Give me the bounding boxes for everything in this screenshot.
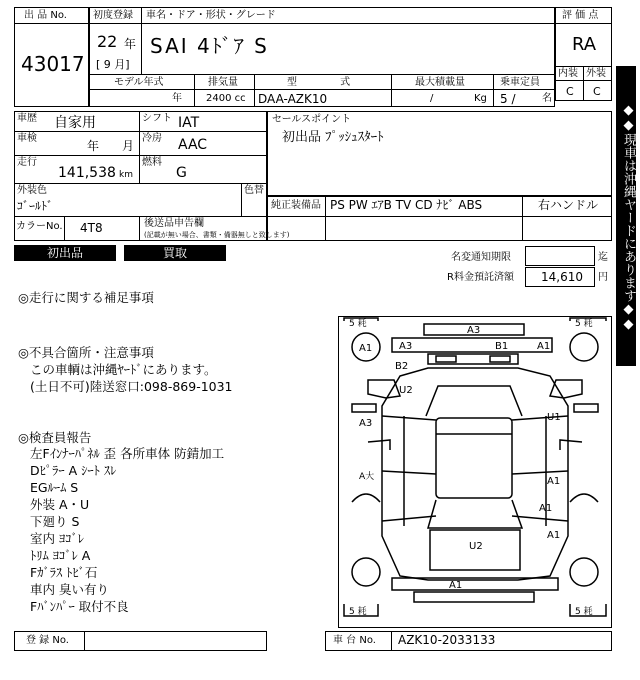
ac-value: AAC [178, 137, 208, 153]
inspector-title: ◎検査員報告 [18, 430, 92, 445]
tire-depth-rr: 5 耗 [575, 607, 593, 617]
inspector-line: EGﾙｰﾑ S [30, 480, 79, 495]
mark-front-right-edge: A1 [537, 341, 551, 352]
shift-value: IAT [178, 115, 200, 131]
inspector-line: Fｶﾞﾗｽ ﾄﾋﾞ石 [30, 565, 98, 580]
displacement-value: 2400 cc [206, 93, 246, 104]
grade-label: 評 価 点 [562, 10, 599, 21]
mark-trunk: U2 [469, 541, 483, 552]
purchase-badge: 買取 [124, 245, 226, 261]
aftermarket-note: (記載が無い場合、書類・備器無しと致します) [144, 231, 290, 239]
shift-label: シフト [142, 113, 172, 124]
model-year-unit: 年 [172, 93, 182, 104]
name-change-label: 名変通知期限 [451, 252, 511, 263]
model-year-label: モデル年式 [114, 77, 164, 88]
mark-right-rear-door: A1 [539, 503, 553, 514]
sales-point-value: 初出品 ﾌﾟｯｼｭｽﾀｰﾄ [282, 130, 384, 145]
ext-color-label: 外装色 [17, 185, 47, 196]
tire-depth-fl: 5 耗 [349, 319, 367, 329]
mark-left-fender: B2 [395, 361, 409, 372]
max-load-value: / [430, 93, 434, 104]
history-value: 自家用 [54, 115, 96, 131]
registration-label: 登 録 No. [26, 635, 69, 646]
mileage-label: 走行 [17, 157, 37, 168]
recycle-amount: 14,610 [541, 270, 583, 284]
max-load-label: 最大積載量 [415, 77, 465, 88]
interior-label: 内装 [558, 68, 578, 79]
recycle-label: R料金預託済額 [447, 272, 514, 283]
aftermarket-label: 後送品申告欄 [144, 218, 204, 229]
capacity-label: 乗車定員 [500, 77, 540, 88]
inspection-month-unit: 月 [122, 139, 135, 153]
inspector-line: 車内 臭い有り [30, 582, 109, 597]
exterior-grade: C [593, 85, 601, 98]
mark-left-front-door: A3 [359, 418, 373, 429]
year-unit: 年 [124, 37, 137, 51]
mark-right-quarter: A1 [547, 530, 561, 541]
mark-right-front-door: U1 [547, 412, 561, 423]
tire-depth-rl: 5 耗 [349, 607, 367, 617]
vehicle-label: 車名・ドア・形状・グレード [146, 10, 276, 21]
mileage-value: 141,538 [58, 165, 116, 181]
chassis-no: AZK10-2033133 [398, 633, 496, 647]
mark-front-bumper: A3 [467, 325, 481, 336]
interior-grade: C [566, 85, 574, 98]
first-reg-label: 初度登録 [93, 10, 133, 21]
color-no-value: 4T8 [80, 221, 103, 235]
capacity-unit: 名 [542, 93, 552, 104]
inspector-line: 外装 A・U [30, 497, 90, 512]
inspection-year-unit: 年 [87, 139, 100, 153]
fuel-label: 燃料 [142, 157, 162, 168]
inspector-line: 左Fｲﾝﾅｰﾊﾟﾈﾙ 歪 各所車体 防錆加工 [30, 446, 225, 461]
inspector-line: Fﾊﾞﾝﾊﾟｰ 取付不良 [30, 599, 129, 614]
inspector-line: 下廻り S [30, 514, 80, 529]
ac-label: 冷房 [142, 133, 162, 144]
inspector-line: Dﾋﾟﾗｰ A ｼｰﾄ ｽﾚ [30, 463, 117, 478]
mark-front-left-edge: A3 [399, 341, 413, 352]
mark-left-front-door-area: U2 [399, 385, 413, 396]
fuel-value: G [176, 165, 187, 181]
mileage-unit: km [119, 170, 133, 180]
side-banner: ◆◆現車は沖縄ヤードにあります◆◆ [616, 66, 636, 366]
color-no-label: カラーNo. [16, 221, 63, 232]
tire-depth-fr: 5 耗 [575, 319, 593, 329]
max-load-unit: Kg [474, 93, 487, 104]
first-reg-month: [ 9 月] [96, 58, 130, 71]
mark-lf-tire: A1 [359, 343, 373, 354]
name-change-suffix: 迄 [598, 252, 608, 263]
history-label: 車歴 [17, 113, 37, 124]
ext-color-value: ｺﾞｰﾙﾄﾞ [17, 199, 54, 213]
exterior-label: 外装 [586, 68, 606, 79]
lot-label: 出 品 No. [24, 10, 67, 21]
defects-line: (土日不可)陸送窓口:098-869-1031 [30, 379, 233, 394]
capacity-value: 5 / [500, 92, 516, 106]
car-diagram [338, 316, 612, 628]
vehicle-name: SAI 4ﾄﾞｱ S [150, 34, 269, 58]
model-code-label: 型 式 [287, 77, 351, 88]
inspector-line: 室内 ﾖｺﾞﾚ [30, 531, 84, 546]
lot-number: 43017 [21, 52, 85, 76]
mark-front-grille: B1 [495, 341, 509, 352]
first-listing-badge: 初出品 [14, 245, 116, 261]
defects-title: ◎不具合箇所・注意事項 [18, 345, 154, 360]
color-change-label: 色替 [244, 185, 264, 196]
model-code-value: DAA-AZK10 [258, 92, 328, 106]
inspector-line: ﾄﾘﾑ ﾖｺﾞﾚ A [30, 548, 91, 563]
mark-rear-bumper: A1 [449, 580, 463, 591]
displacement-label: 排気量 [208, 77, 238, 88]
first-reg-year: 22 [97, 32, 118, 51]
recycle-unit: 円 [598, 272, 608, 283]
equipment-value: PS PW ｴｱB TV CD ﾅﾋﾞ ABS [330, 198, 483, 212]
car-outline-svg [338, 316, 612, 628]
defects-line: この車輌は沖縄ﾔｰﾄﾞにあります。 [30, 362, 217, 377]
grade-value: RA [572, 34, 597, 55]
chassis-label: 車 台 No. [333, 635, 376, 646]
name-change-field [525, 246, 595, 266]
sales-point-label: セールスポイント [272, 114, 352, 125]
mark-right-mid-door: A1 [547, 476, 561, 487]
inspection-label: 車検 [17, 133, 37, 144]
equipment-label: 純正装備品 [271, 200, 321, 211]
driving-notes-title: ◎走行に関する補足事項 [18, 290, 154, 305]
mark-left-rear-door: A大 [359, 472, 375, 482]
steering-value: 右ハンドル [538, 198, 599, 212]
